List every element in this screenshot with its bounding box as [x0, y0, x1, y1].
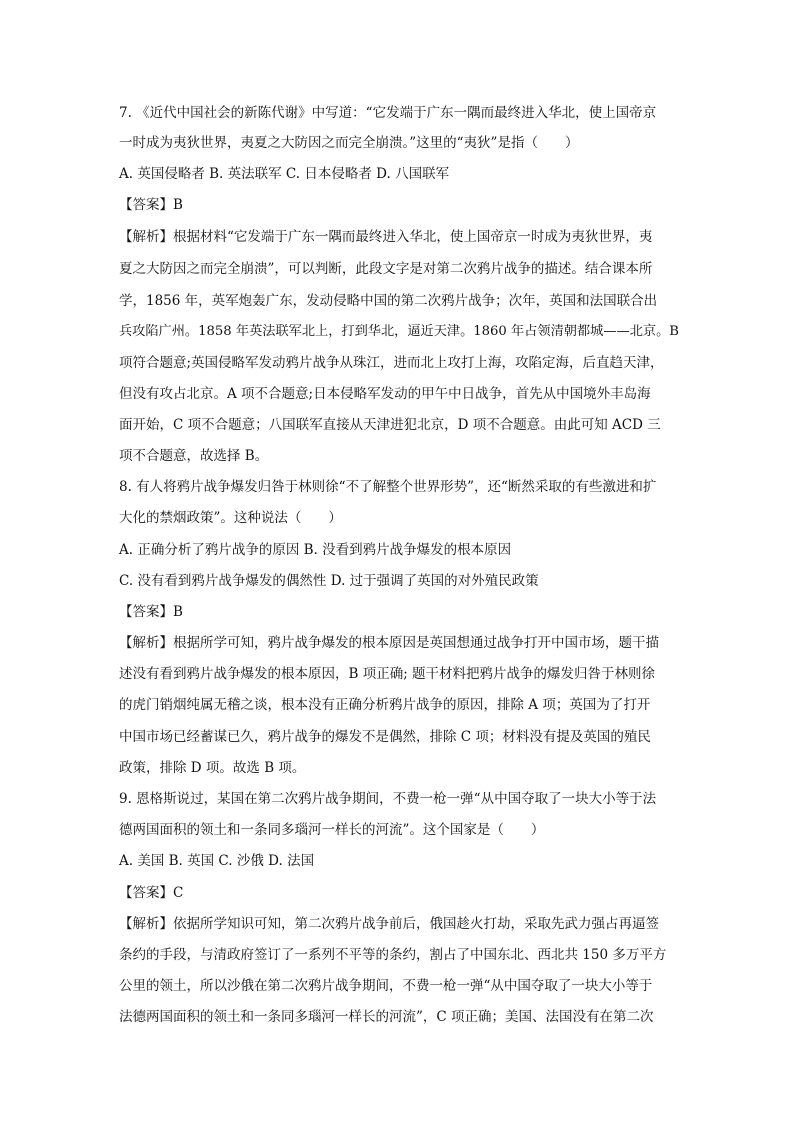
question-7-analysis-line-3: 学，1856 年，英军炮轰广东，发动侵略中国的第二次鸦片战争；次年，英国和法国联合出 [119, 293, 658, 309]
question-8-options-2: C. 没有看到鸦片战争爆发的偶然性 D. 过于强调了英国的对外殖民政策 [119, 573, 539, 589]
question-8-line-2: 大化的禁烟政策”。这种说法（ ） [119, 510, 342, 526]
question-9-options: A. 美国 B. 英国 C. 沙俄 D. 法国 [119, 853, 315, 869]
question-7-analysis-line-1: 【解析】根据材料“它发端于广东一隅而最终进入华北，使上国帝京一时成为夷狄世界，夷 [119, 229, 653, 245]
question-7-analysis-line-4: 兵攻陷广州。1858 年英法联军北上，打到华北，逼近天津。1860 年占领清朝都城——北京。B [119, 324, 679, 339]
question-8-analysis-line-4: 中国市场已经蓄谋已久，鸦片战争的爆发不是偶然，排除 C 项；材料没有提及英国的殖民 [119, 729, 651, 745]
question-9-analysis-line-2: 条约的手段，与清政府签订了一系列不平等的条约，割占了中国东北、西北共 150 多万平方 [119, 947, 667, 963]
question-8-analysis-line-1: 【解析】根据所学可知，鸦片战争爆发的根本原因是英国想通过战争打开中国市场，题干描 [119, 635, 659, 651]
question-8-analysis-line-2: 述没有看到鸦片战争爆发的根本原因，B 项正确; 题干材料把鸦片战争的爆发归咎于林则徐 [119, 666, 656, 682]
question-7-analysis-line-2: 夏之大防因之而完全崩溃”，可以判断，此段文字是对第二次鸦片战争的描述。结合课本所 [119, 261, 653, 277]
question-7-answer: 【答案】B [119, 197, 183, 213]
question-7-analysis-line-8: 项不合题意，故选择 B。 [119, 448, 269, 464]
question-9-line-2: 德两国面积的领土和一条同多瑙河一样长的河流”。这个国家是（ ） [119, 822, 545, 838]
question-7-analysis-line-7: 面开始，C 项不合题意；八国联军直接从天津进犯北京，D 项不合题意。由此可知 ACD 三 [119, 417, 661, 433]
question-9-line-1: 9. 恩格斯说过，某国在第二次鸦片战争期间，不费一枪一弹“从中国夺取了一块大小等于法 [119, 791, 657, 807]
question-7-line-2: 一时成为夷狄世界，夷夏之大防因之而完全崩溃。”这里的“夷狄”是指（ ） [119, 135, 579, 151]
question-7-options: A. 英国侵略者 B. 英法联军 C. 日本侵略者 D. 八国联军 [119, 166, 450, 182]
question-8-line-1: 8. 有人将鸦片战争爆发归咎于林则徐“不了解整个世界形势”，还“断然采取的有些激进和扩 [119, 479, 657, 495]
question-8-analysis-line-3: 的虎门销烟纯属无稽之谈，根本没有正确分析鸦片战争的原因，排除 A 项；英国为了打开 [119, 697, 651, 713]
question-8-analysis-line-5: 政策，排除 D 项。故选 B 项。 [119, 760, 306, 776]
question-7-line-1: 7. 《近代中国社会的新陈代谢》中写道：“它发端于广东一隅而最终进入华北，使上国帝京 [119, 105, 657, 121]
question-8-options-1: A. 正确分析了鸦片战争的原因 B. 没看到鸦片战争爆发的根本原因 [119, 542, 512, 558]
question-7-analysis-line-6: 但没有攻占北京。A 项不合题意;日本侵略军发动的甲午中日战争，首先从中国境外丰岛海 [119, 386, 651, 402]
question-9-analysis-line-3: 公里的领土，所以沙俄在第二次鸦片战争期间，不费一枪一弹“从中国夺取了一块大小等于 [119, 978, 653, 994]
question-8-answer: 【答案】B [119, 604, 183, 620]
question-7-analysis-line-5: 项符合题意;英国侵略军发动鸦片战争从珠江，进而北上攻打上海，攻陷定海，后直趋天津， [119, 355, 664, 371]
question-9-analysis-line-4: 法德两国面积的领土和一条同多瑙河一样长的河流”，C 项正确；美国、法国没有在第二次 [119, 1009, 654, 1025]
question-9-answer: 【答案】C [119, 885, 184, 901]
question-9-analysis-line-1: 【解析】依据所学知识可知，第二次鸦片战争前后，俄国趁火打劫，采取先武力强占再逼签 [119, 916, 659, 932]
